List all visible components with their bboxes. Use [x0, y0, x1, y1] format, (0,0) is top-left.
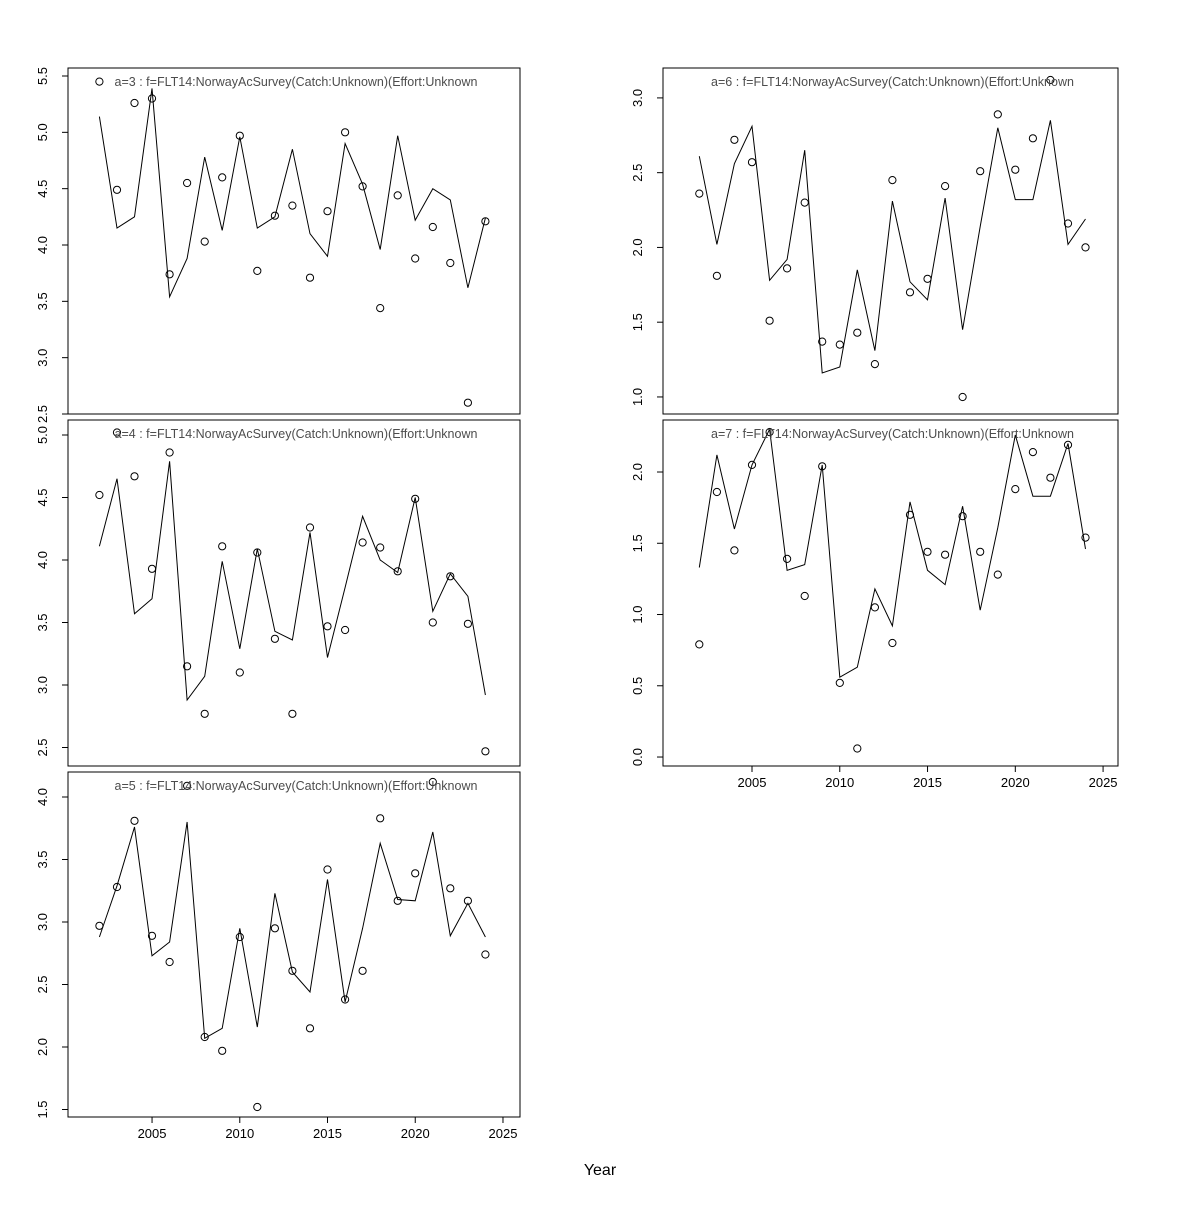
y-tick-label: 4.0 — [35, 235, 50, 255]
panel-border — [68, 68, 520, 414]
x-tick-label: 2020 — [1000, 775, 1030, 790]
panel-a5 — [35, 772, 520, 1141]
y-tick-label: 0.0 — [630, 747, 645, 767]
panel-title: a=4 : f=FLT14:NorwayAcSurvey(Catch:Unknown)(Effort:Unknown — [114, 427, 478, 441]
y-tick-label: 3.0 — [35, 675, 50, 695]
y-tick-label: 2.0 — [630, 238, 645, 257]
y-tick-label: 3.5 — [35, 850, 50, 869]
panel-border — [68, 420, 520, 766]
y-tick-label: 4.0 — [35, 787, 50, 807]
panel-a7 — [630, 420, 1118, 790]
x-tick-label: 2025 — [1088, 775, 1118, 790]
y-tick-label: 2.0 — [630, 462, 645, 482]
x-tick-label: 2005 — [737, 775, 767, 790]
y-tick-label: 5.5 — [35, 66, 50, 86]
y-tick-label: 1.0 — [630, 605, 645, 624]
y-tick-label: 4.5 — [35, 179, 50, 198]
panel-title: a=6 : f=FLT14:NorwayAcSurvey(Catch:Unknown)(Effort:Unknown — [711, 75, 1074, 89]
y-tick-label: 1.5 — [630, 534, 645, 553]
y-tick-label: 2.5 — [35, 404, 50, 424]
y-tick-label: 2.5 — [35, 975, 50, 994]
panel-border — [663, 68, 1118, 414]
y-tick-label: 2.0 — [35, 1037, 50, 1057]
panel-border — [663, 420, 1118, 766]
y-tick-label: 1.0 — [630, 387, 645, 406]
x-axis-label: Year — [583, 1162, 617, 1179]
panel-a6 — [630, 68, 1118, 414]
y-tick-label: 2.5 — [630, 163, 645, 182]
y-tick-label: 3.0 — [35, 348, 50, 367]
panel-title: a=7 : f=FLT14:NorwayAcSurvey(Catch:Unknown)(Effort:Unknown — [711, 427, 1074, 441]
x-tick-label: 2010 — [225, 1126, 255, 1141]
y-tick-label: 3.0 — [630, 88, 645, 107]
y-tick-label: 5.0 — [35, 123, 50, 142]
x-tick-label: 2025 — [488, 1126, 518, 1141]
x-tick-label: 2015 — [313, 1126, 342, 1141]
y-tick-label: 3.5 — [35, 292, 50, 311]
x-tick-label: 2015 — [913, 775, 942, 790]
x-tick-label: 2005 — [137, 1126, 167, 1141]
x-tick-label: 2020 — [400, 1126, 430, 1141]
y-tick-label: 5.0 — [35, 425, 50, 445]
y-tick-label: 3.5 — [35, 613, 50, 632]
x-tick-label: 2010 — [825, 775, 855, 790]
panel-title: a=5 : f=FLT14:NorwayAcSurvey(Catch:Unknown)(Effort:Unknown — [114, 779, 478, 793]
panel-title: a=3 : f=FLT14:NorwayAcSurvey(Catch:Unknown)(Effort:Unknown — [114, 75, 478, 89]
panel-a3 — [35, 67, 520, 423]
y-tick-label: 3.0 — [35, 912, 50, 932]
y-tick-label: 2.5 — [35, 738, 50, 757]
panel-a4 — [35, 420, 520, 766]
y-tick-label: 1.5 — [35, 1100, 50, 1119]
y-tick-label: 0.5 — [630, 676, 645, 695]
y-tick-label: 1.5 — [630, 313, 645, 332]
y-tick-label: 4.0 — [35, 550, 50, 570]
y-tick-label: 4.5 — [35, 488, 50, 507]
